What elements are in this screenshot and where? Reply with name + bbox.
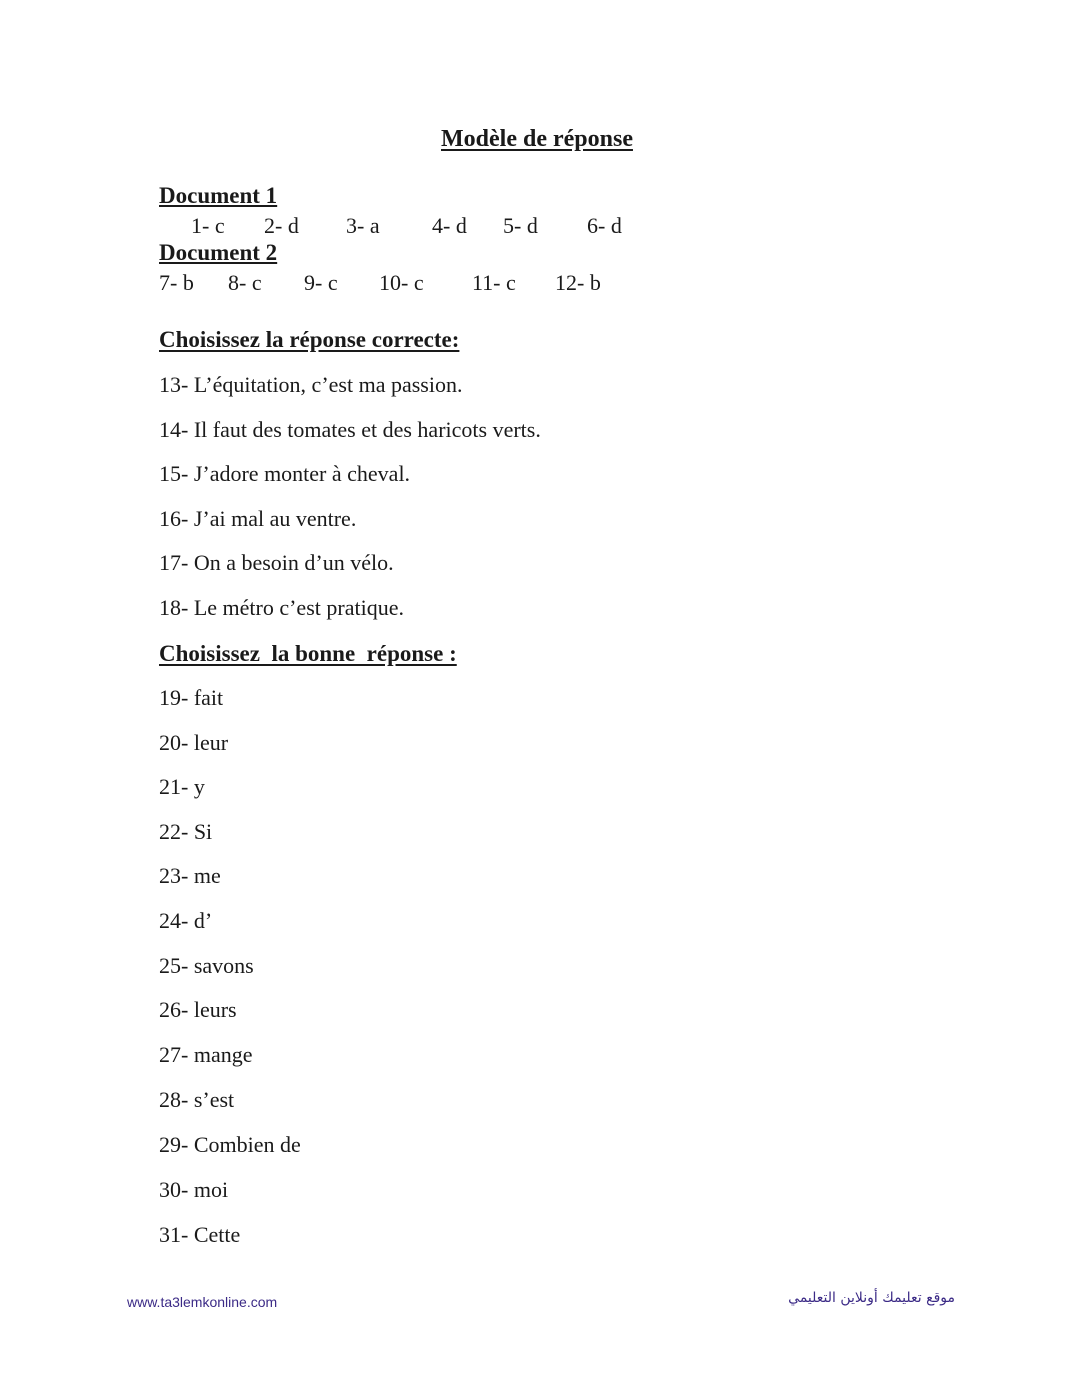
- document-1-heading: Document 1: [159, 183, 278, 208]
- list-item: 26- leurs: [159, 997, 237, 1022]
- list-item: 23- me: [159, 863, 221, 888]
- answer-item: 7- b: [159, 270, 194, 295]
- document-2-heading: Document 2: [159, 240, 278, 265]
- list-item: 20- leur: [159, 730, 229, 755]
- answer-item: 10- c: [379, 270, 424, 295]
- page-title: Modèle de réponse: [441, 126, 633, 152]
- answer-item: 1- c: [191, 213, 225, 238]
- answer-item: 9- c: [304, 270, 338, 295]
- footer-site-name: موقع تعليمك أونلاين التعليمي: [788, 1290, 955, 1306]
- answer-item: 6- d: [587, 213, 622, 238]
- list-item: 18- Le métro c’est pratique.: [159, 595, 404, 620]
- section-2-heading: Choisissez la bonne réponse :: [159, 641, 457, 666]
- answer-item: 12- b: [555, 270, 601, 295]
- list-item: 14- Il faut des tomates et des haricots verts.: [159, 417, 541, 442]
- answer-item: 5- d: [503, 213, 538, 238]
- list-item: 21- y: [159, 774, 205, 799]
- list-item: 24- d’: [159, 908, 213, 933]
- list-item: 29- Combien de: [159, 1132, 301, 1157]
- list-item: 31- Cette: [159, 1222, 241, 1247]
- list-item: 19- fait: [159, 685, 224, 710]
- footer-website-link[interactable]: www.ta3lemkonline.com: [127, 1294, 278, 1310]
- list-item: 15- J’adore monter à cheval.: [159, 461, 411, 486]
- answer-item: 2- d: [264, 213, 299, 238]
- list-item: 27- mange: [159, 1042, 253, 1067]
- answer-item: 3- a: [346, 213, 380, 238]
- list-item: 13- L’équitation, c’est ma passion.: [159, 372, 463, 397]
- list-item: 22- Si: [159, 819, 213, 844]
- list-item: 30- moi: [159, 1177, 229, 1202]
- list-item: 17- On a besoin d’un vélo.: [159, 550, 394, 575]
- list-item: 28- s’est: [159, 1087, 235, 1112]
- list-item: 16- J’ai mal au ventre.: [159, 506, 357, 531]
- answer-item: 11- c: [472, 270, 516, 295]
- list-item: 25- savons: [159, 953, 254, 978]
- answer-item: 8- c: [228, 270, 262, 295]
- section-1-heading: Choisissez la réponse correcte:: [159, 327, 460, 352]
- answer-item: 4- d: [432, 213, 467, 238]
